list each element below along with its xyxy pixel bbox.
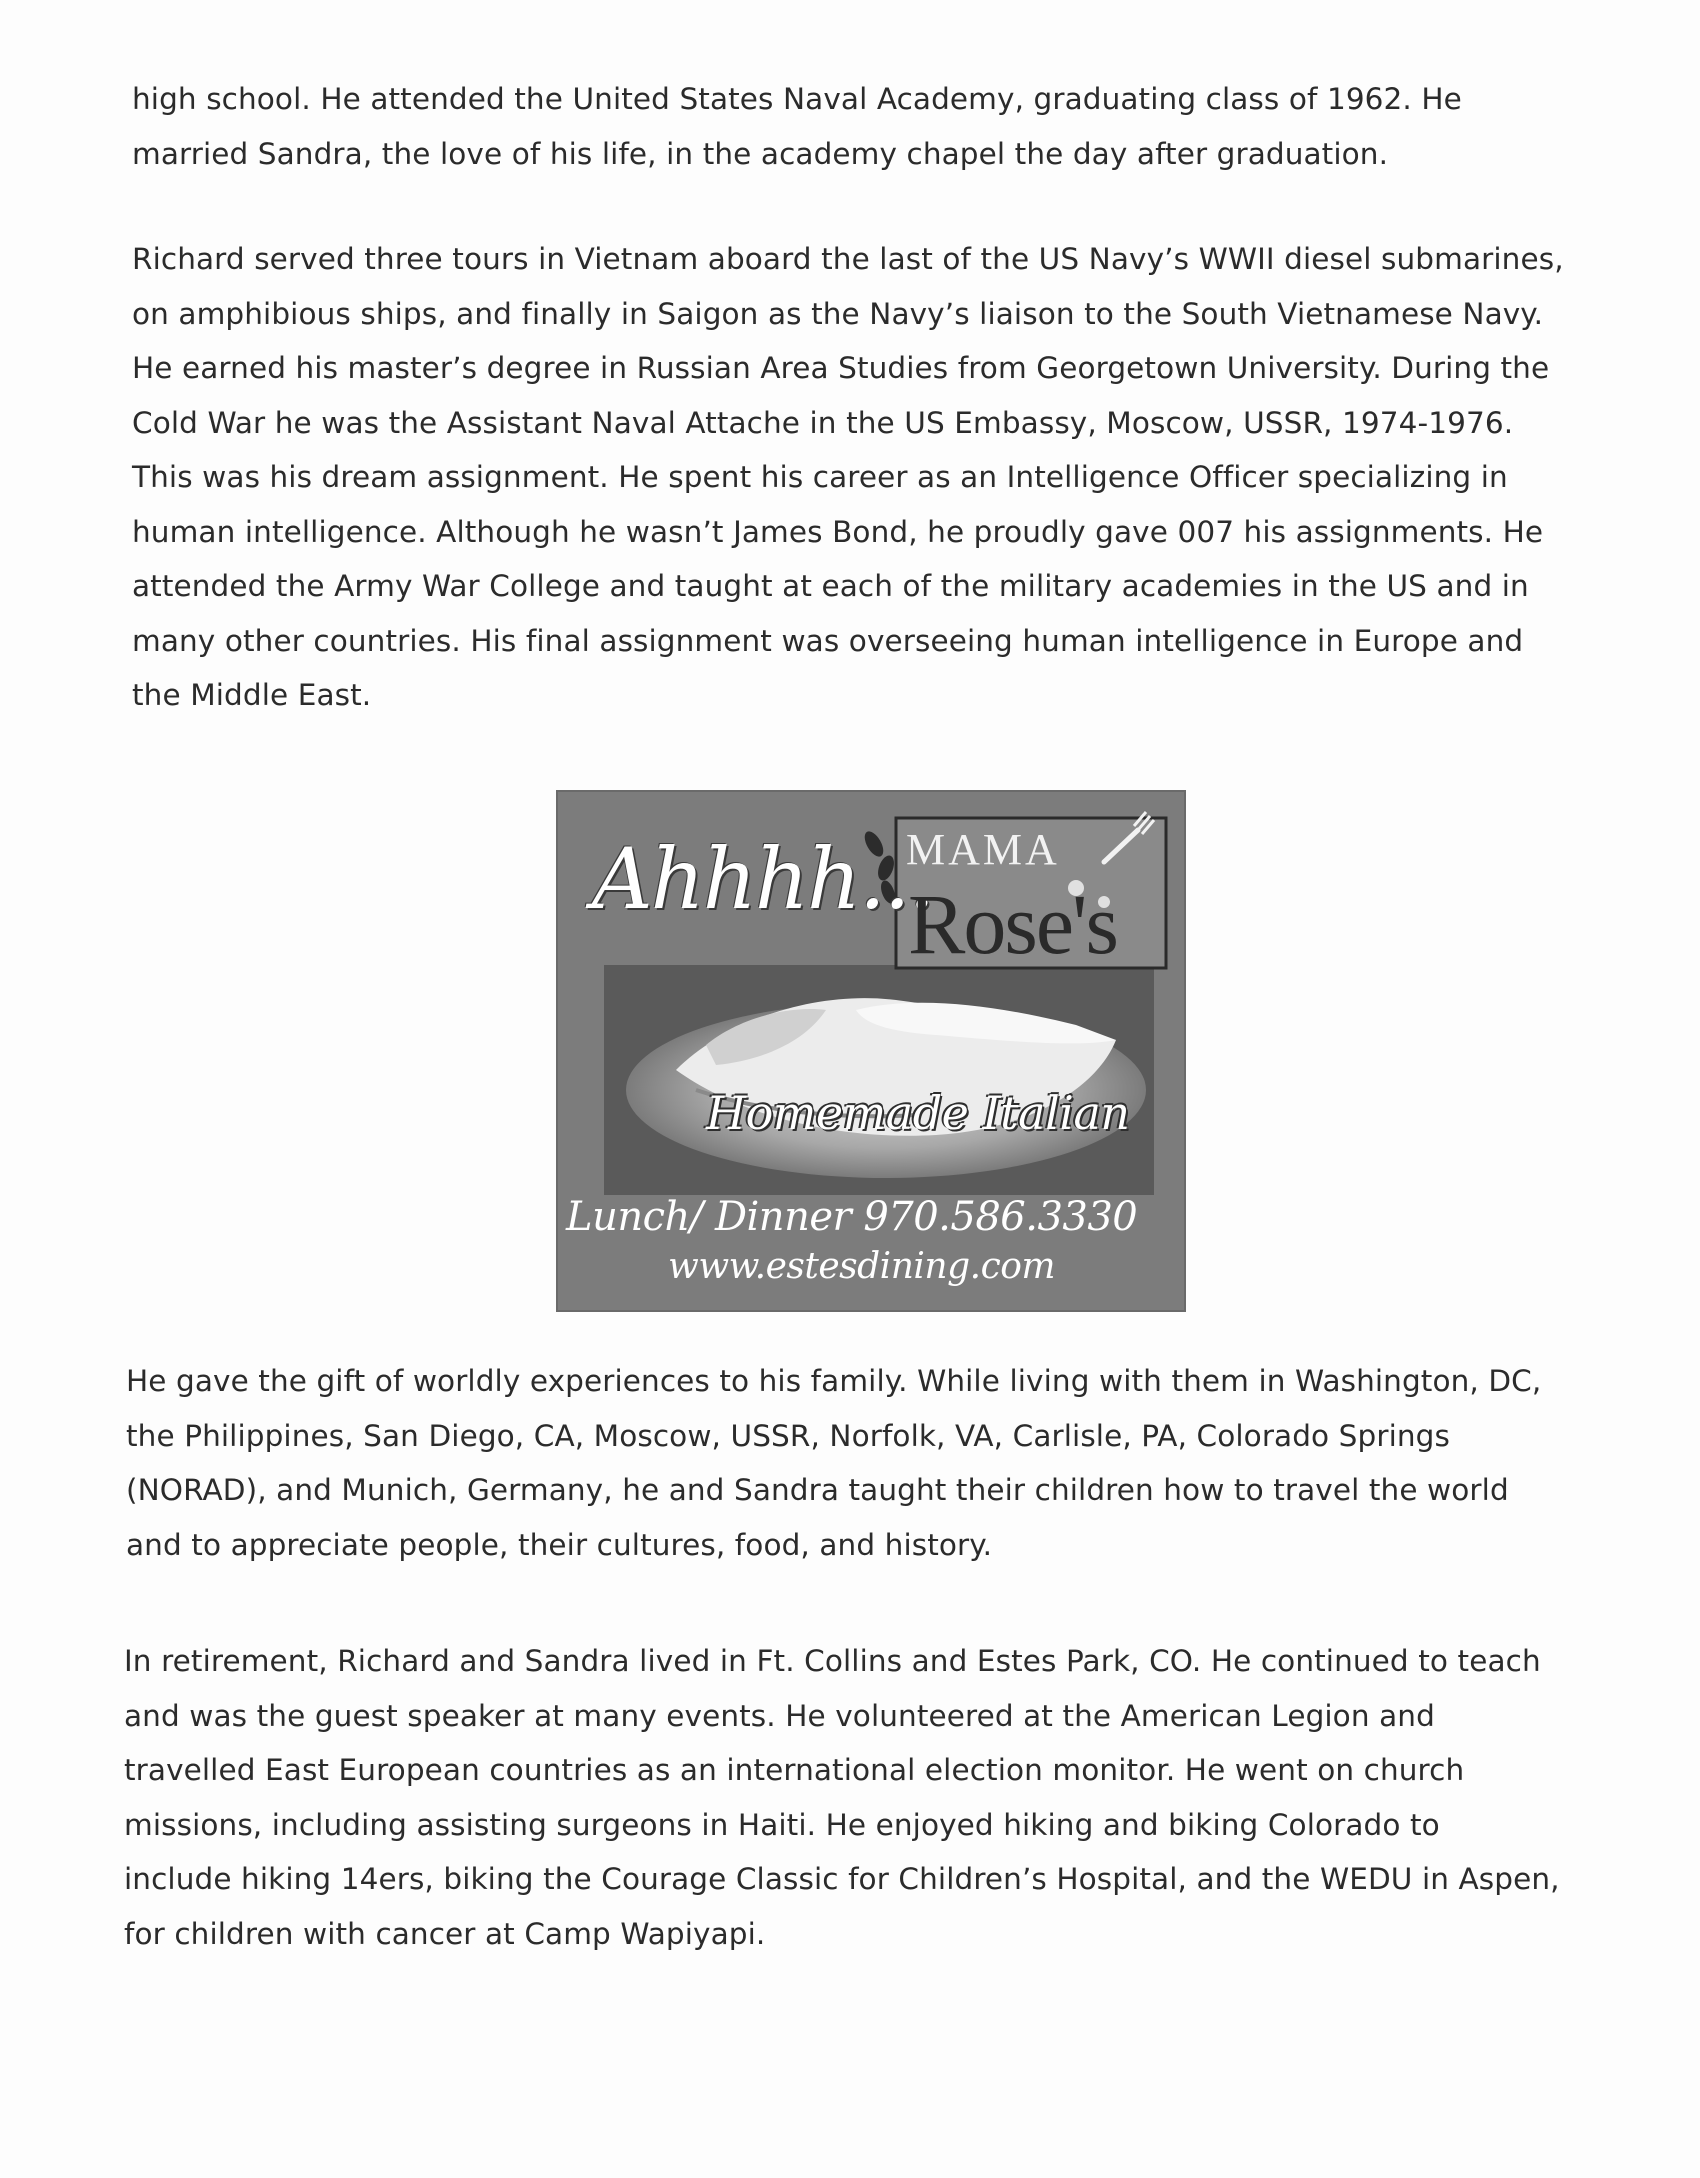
text-line: In retirement, Richard and Sandra lived in Ft. Collins and Estes Park, CO. He continued to teach bbox=[124, 1644, 1541, 1678]
paragraph-military-career bbox=[132, 232, 1564, 723]
paragraph-family bbox=[126, 1354, 1541, 1572]
text-line: missions, including assisting surgeons in Haiti. He enjoyed hiking and biking Colorado to bbox=[124, 1807, 1440, 1842]
restaurant-advertisement bbox=[556, 790, 1186, 1312]
text-line: He earned his master’s degree in Russian Area Studies from Georgetown University. During the bbox=[132, 351, 1550, 385]
text-line: the Philippines, San Diego, CA, Moscow, USSR, Norfolk, VA, Carlisle, PA, Colorado Springs bbox=[126, 1418, 1450, 1453]
ad-brand-name: Rose's bbox=[908, 876, 1117, 972]
ad-tagline: Ahhhh... bbox=[592, 830, 934, 928]
text-line: include hiking 14ers, biking the Courage Classic for Children’s Hospital, and the WEDU in Aspen, bbox=[124, 1862, 1560, 1896]
text-line: and to appreciate people, their cultures, food, and history. bbox=[126, 1527, 993, 1562]
text-line: He gave the gift of worldly experiences to his family. While living with them in Washington, DC, bbox=[126, 1364, 1542, 1398]
text-line: married Sandra, the love of his life, in the academy chapel the day after graduation. bbox=[132, 136, 1389, 171]
paragraph-retirement bbox=[124, 1634, 1560, 1961]
text-line: travelled East European countries as an international election monitor. He went on church bbox=[124, 1753, 1465, 1787]
text-line: human intelligence. Although he wasn’t James Bond, he proudly gave 007 his assignments. He bbox=[132, 514, 1544, 549]
text-line: (NORAD), and Munich, Germany, he and Sandra taught their children how to travel the world bbox=[126, 1473, 1509, 1507]
ad-hours-phone: Lunch/ Dinner 970.586.3330 bbox=[566, 1194, 1138, 1240]
text-line: on amphibious ships, and finally in Saigon as the Navy’s liaison to the South Vietnamese Navy. bbox=[132, 296, 1544, 331]
text-line: Richard served three tours in Vietnam aboard the last of the US Navy’s WWII diesel submarines, bbox=[132, 242, 1564, 276]
text-line: the Middle East. bbox=[132, 678, 372, 712]
text-line: and was the guest speaker at many events. He volunteered at the American Legion and bbox=[124, 1698, 1435, 1733]
ad-website: www.estesdining.com bbox=[668, 1246, 1056, 1287]
ad-brand-top: MAMA bbox=[906, 825, 1060, 874]
text-line: attended the Army War College and taught at each of the military academies in the US and in bbox=[132, 569, 1529, 603]
text-line: high school. He attended the United States Naval Academy, graduating class of 1962. He bbox=[132, 82, 1462, 116]
paragraph-education bbox=[132, 72, 1462, 181]
text-line: many other countries. His final assignment was overseeing human intelligence in Europe and bbox=[132, 623, 1524, 658]
ad-subtitle: Homemade Italian bbox=[706, 1086, 1130, 1140]
text-line: Cold War he was the Assistant Naval Attache in the US Embassy, Moscow, USSR, 1974-1976. bbox=[132, 405, 1514, 440]
text-line: This was his dream assignment. He spent his career as an Intelligence Officer specializing in bbox=[132, 460, 1508, 494]
text-line: for children with cancer at Camp Wapiyapi. bbox=[124, 1916, 766, 1951]
